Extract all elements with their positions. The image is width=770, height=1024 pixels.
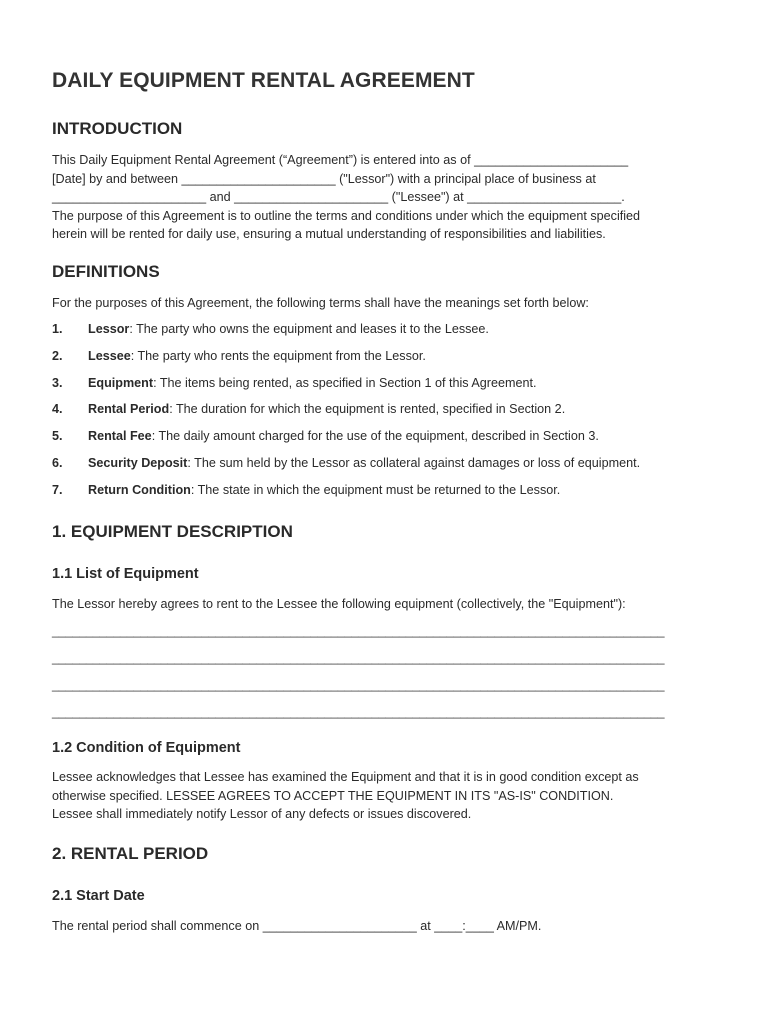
- definition-item: 1. Lessor: The party who owns the equipment and leases it to the Lessee.: [52, 322, 489, 336]
- start-date-heading: 2.1 Start Date: [52, 888, 145, 904]
- condition-line: otherwise specified. LESSEE AGREES TO ACCEPT THE EQUIPMENT IN ITS "AS-IS" CONDITION.: [52, 788, 614, 803]
- definition-item: 3. Equipment: The items being rented, as specified in Section 1 of this Agreement.: [52, 376, 537, 390]
- definition-item: 4. Rental Period: The duration for which the equipment is rented, specified in Section 2.: [52, 402, 566, 416]
- equipment-blank-line: __________________________________________________________________________________________: [52, 624, 665, 638]
- definition-item: 7. Return Condition: The state in which the equipment must be returned to the Lessor.: [52, 483, 561, 497]
- start-date-text: The rental period shall commence on ______________________ at ____:____ AM/PM.: [52, 919, 542, 933]
- equipment-description-heading: 1. EQUIPMENT DESCRIPTION: [52, 522, 293, 541]
- equipment-blank-line: __________________________________________________________________________________________: [52, 651, 665, 665]
- equipment-blank-line: __________________________________________________________________________________________: [52, 705, 665, 719]
- introduction-paragraph: [52, 151, 722, 244]
- intro-line: ______________________ and ______________________ ("Lessee") at ______________________.: [52, 190, 625, 205]
- definition-item: 5. Rental Fee: The daily amount charged for the use of the equipment, described in Section 3.: [52, 429, 599, 443]
- intro-line: This Daily Equipment Rental Agreement (“Agreement”) is entered into as of ______________________: [52, 153, 629, 167]
- equipment-blank-line: __________________________________________________________________________________________: [52, 678, 665, 692]
- list-of-equipment-heading: 1.1 List of Equipment: [52, 566, 199, 582]
- definitions-intro: For the purposes of this Agreement, the following terms shall have the meanings set forth below:: [52, 296, 589, 310]
- condition-line: Lessee shall immediately notify Lessor of any defects or issues discovered.: [52, 807, 472, 822]
- document-title: DAILY EQUIPMENT RENTAL AGREEMENT: [52, 69, 475, 92]
- definitions-heading: DEFINITIONS: [52, 262, 160, 281]
- definition-item: 6. Security Deposit: The sum held by the Lessor as collateral against damages or loss of equipment.: [52, 456, 641, 470]
- rental-period-heading: 2. RENTAL PERIOD: [52, 844, 209, 863]
- intro-line: herein will be rented for daily use, ensuring a mutual understanding of responsibilities and liabilities.: [52, 227, 606, 242]
- definition-item: 2. Lessee: The party who rents the equipment from the Lessor.: [52, 349, 426, 363]
- condition-of-equipment-heading: 1.2 Condition of Equipment: [52, 740, 241, 756]
- list-of-equipment-text: The Lessor hereby agrees to rent to the Lessee the following equipment (collectively, the "Equipment"):: [52, 597, 626, 611]
- intro-line: The purpose of this Agreement is to outline the terms and conditions under which the equipment specified: [52, 208, 641, 223]
- condition-paragraph: [52, 768, 722, 824]
- introduction-heading: INTRODUCTION: [52, 119, 183, 138]
- intro-line: [Date] by and between ______________________ ("Lessor") with a principal place of business at: [52, 171, 596, 186]
- condition-line: Lessee acknowledges that Lessee has examined the Equipment and that it is in good condition except as: [52, 770, 639, 784]
